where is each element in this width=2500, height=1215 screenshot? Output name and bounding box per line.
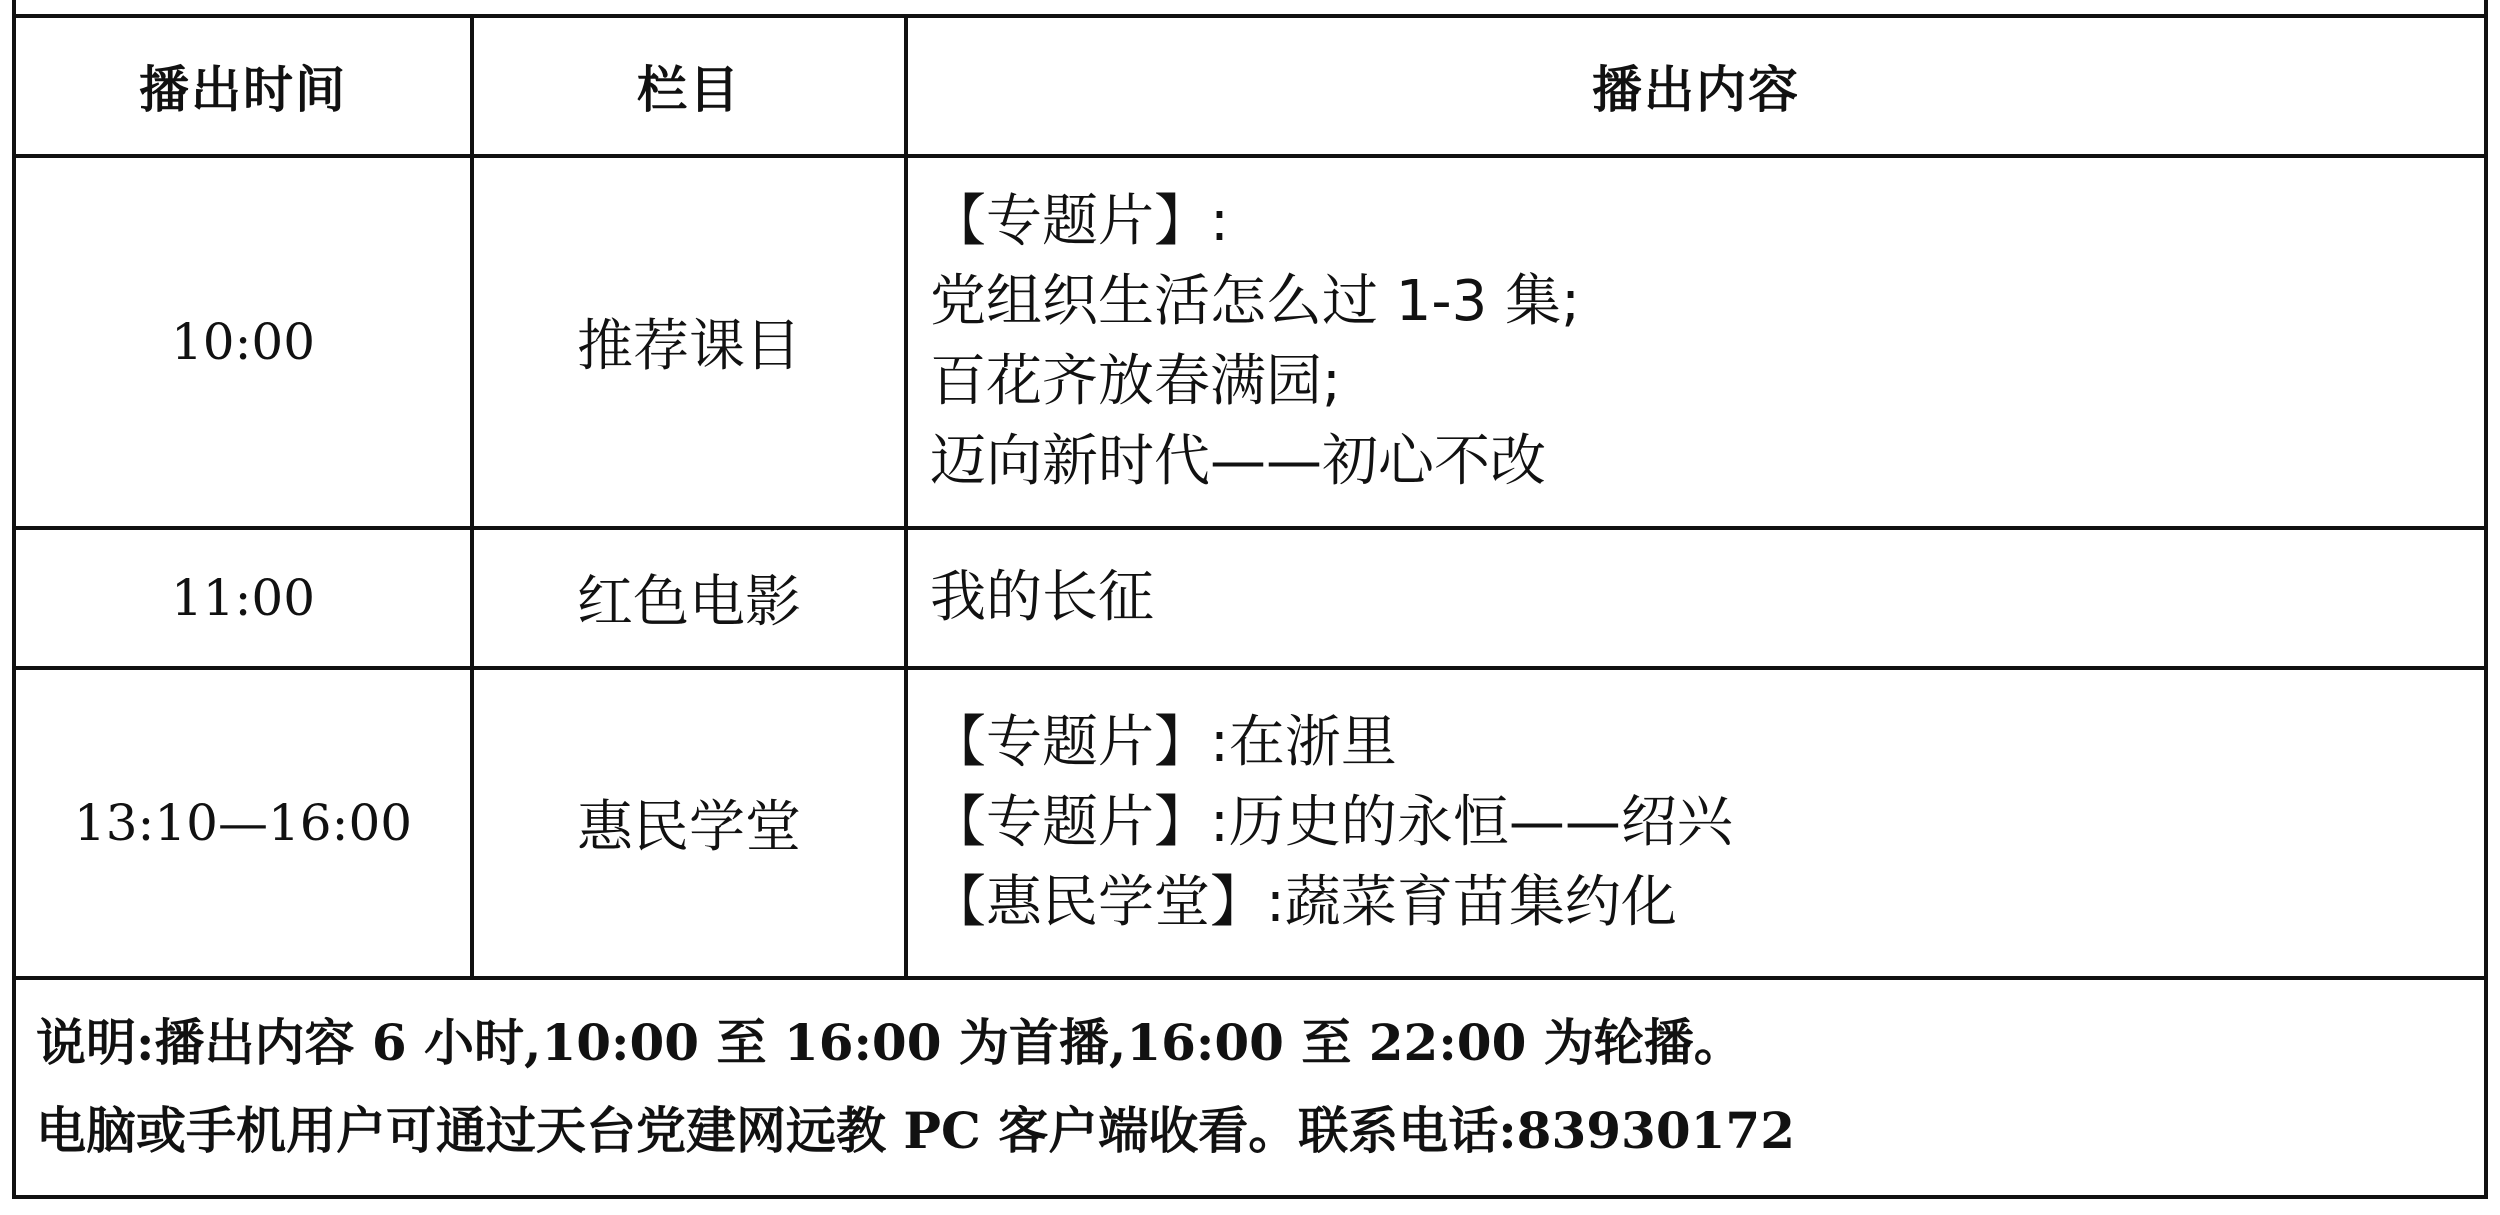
content-line: 迈向新时代——初心不改 (930, 429, 1546, 494)
content-line: 【专题片】:历史的永恒——绍兴 (930, 790, 1733, 855)
table-row (16, 156, 2484, 528)
header-time: 播出时间 (16, 16, 472, 156)
row-content (906, 528, 2484, 668)
content-line: 百花齐放春满园; (930, 349, 1341, 414)
row-column: 红色电影 (472, 528, 906, 668)
content-line: 【专题片】:在浙里 (930, 710, 1397, 775)
header-row (16, 16, 2484, 156)
note-line: 电脑或手机用户可通过天台党建网远教 PC 客户端收看。联系电话:83930172 (36, 1101, 1795, 1160)
header-column: 栏目 (472, 16, 906, 156)
header-content: 播出内容 (906, 16, 2484, 156)
content-line: 党组织生活怎么过 1-3 集; (930, 269, 1580, 334)
table-row (16, 668, 2484, 978)
notes-row (16, 978, 2484, 1194)
table-row (16, 528, 2484, 668)
content-line: 【惠民学堂】:蔬菜育苗集约化 (930, 870, 1677, 935)
document-frame (12, 0, 2488, 1199)
broadcast-schedule-table (16, 14, 2484, 1194)
row-time: 13:10—16:00 (16, 668, 472, 978)
row-column: 惠民学堂 (472, 668, 906, 978)
row-time: 10:00 (16, 156, 472, 528)
row-content (906, 156, 2484, 528)
note-line: 说明:播出内容 6 小时,10:00 至 16:00 为首播,16:00 至 22:00 为轮播。 (36, 1013, 1744, 1072)
notes-cell (16, 978, 2484, 1194)
row-column: 推荐课目 (472, 156, 906, 528)
content-line: 【专题片】: (930, 189, 1229, 254)
row-time: 11:00 (16, 528, 472, 668)
content-line: 我的长征 (930, 565, 1154, 630)
row-content (906, 668, 2484, 978)
